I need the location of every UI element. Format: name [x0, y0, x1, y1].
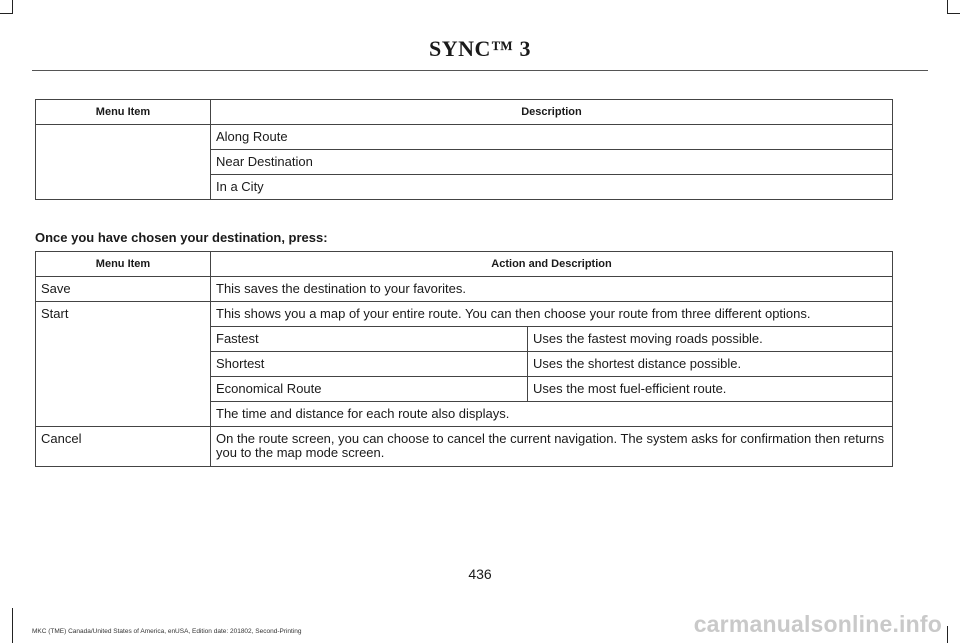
table-cell-empty: [36, 125, 211, 200]
menu-item-cell: Cancel: [36, 427, 211, 467]
watermark: carmanualsonline.info: [693, 611, 942, 637]
table-row: [36, 427, 893, 467]
menu-item-cell: Start: [36, 302, 211, 427]
column-header: Description: [211, 100, 893, 125]
header-divider: [32, 70, 928, 71]
option-name-cell: Fastest: [211, 327, 528, 352]
crop-mark: [12, 608, 13, 643]
option-name-cell: Economical Route: [211, 377, 528, 402]
option-name-cell: Shortest: [211, 352, 528, 377]
table-cell: In a City: [211, 175, 893, 200]
option-desc-cell: Uses the most fuel-efficient route.: [528, 377, 893, 402]
crop-mark: [947, 0, 948, 14]
table-row: [36, 302, 893, 327]
page-number: 436: [468, 566, 492, 582]
description-cell: This shows you a map of your entire route. You can then choose your route from three different options.: [211, 302, 893, 327]
table-cell: Along Route: [211, 125, 893, 150]
footer-edition-text: MKC (TME) Canada/United States of America, enUSA, Edition date: 201802, Second-Printing: [32, 628, 302, 635]
crop-mark: [12, 0, 13, 14]
description-cell: The time and distance for each route also displays.: [211, 402, 893, 427]
description-cell: On the route screen, you can choose to cancel the current navigation. The system asks for confirmation then returns you to the map mode screen.: [211, 427, 893, 467]
table-header-row: [36, 100, 893, 125]
intro-text: Once you have chosen your destination, press:: [35, 230, 328, 245]
search-options-table: [35, 99, 893, 200]
crop-mark: [0, 13, 13, 14]
page-title: SYNC™ 3: [429, 36, 531, 61]
description-cell: This saves the destination to your favorites.: [211, 277, 893, 302]
table-row: [36, 125, 893, 150]
option-desc-cell: Uses the fastest moving roads possible.: [528, 327, 893, 352]
option-desc-cell: Uses the shortest distance possible.: [528, 352, 893, 377]
table-header-row: [36, 252, 893, 277]
table-row: [36, 277, 893, 302]
menu-item-cell: Save: [36, 277, 211, 302]
table-cell: Near Destination: [211, 150, 893, 175]
column-header: Menu Item: [36, 252, 211, 277]
crop-mark: [947, 13, 960, 14]
column-header: Menu Item: [36, 100, 211, 125]
crop-mark: [947, 626, 948, 643]
destination-actions-table: [35, 251, 893, 467]
column-header: Action and Description: [211, 252, 893, 277]
